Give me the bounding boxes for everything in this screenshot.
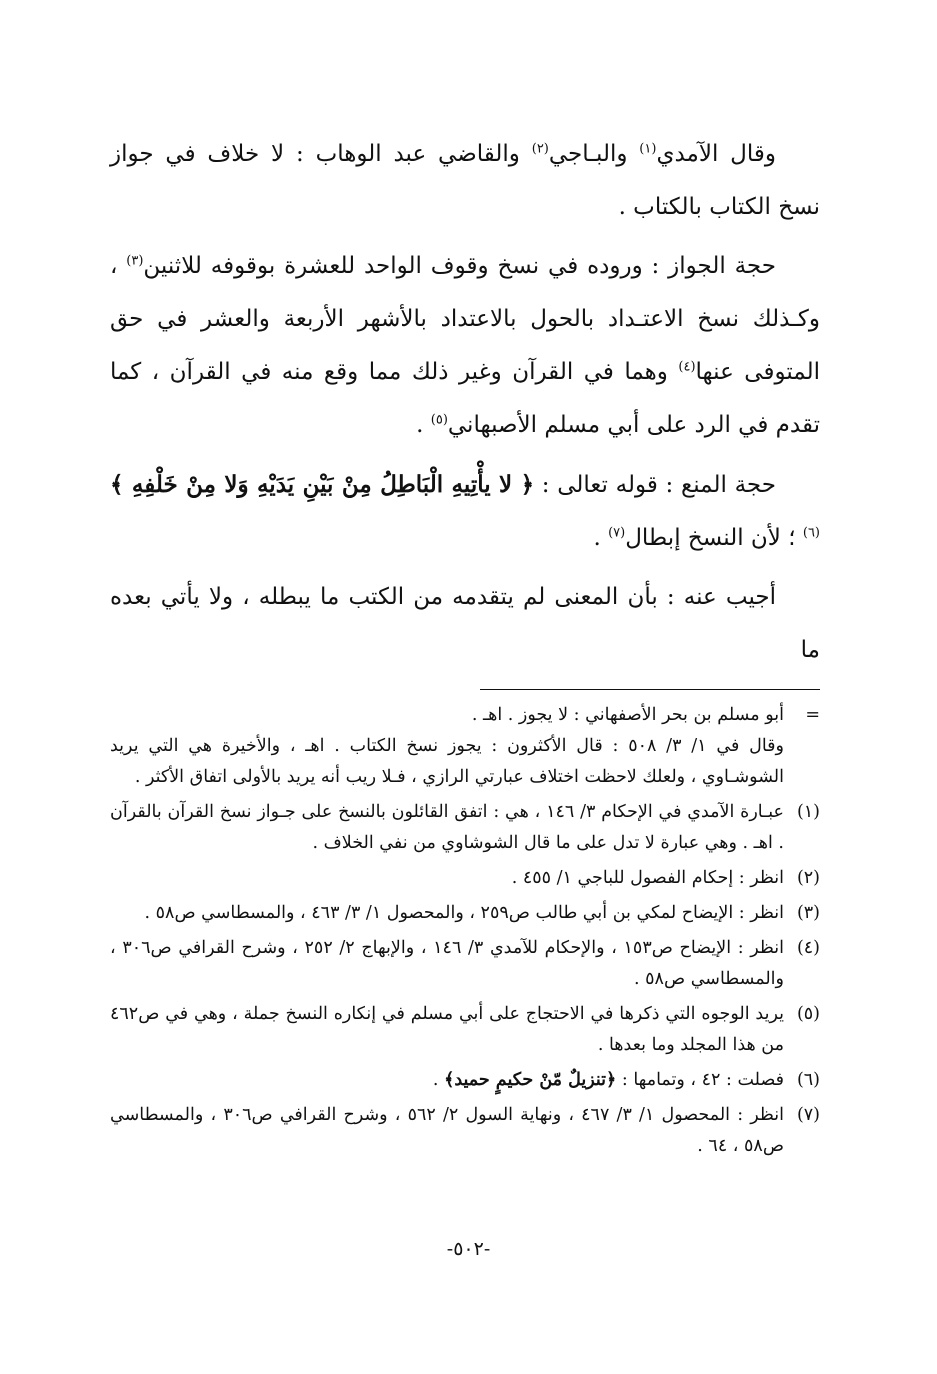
footnote-ref-1[interactable]: (١) [639,141,657,157]
footnote-text [110,1065,784,1096]
paragraph-4: أجيب عنه : بأن المعنى لم يتقدمه من الكتب ما يبطله ، ولا يأتي بعده ما [110,584,820,663]
paragraph-1-text-b: والبـاجي [548,141,640,167]
footnote-text: انظر : الإيضاح ص١٥٣ ، والإحكام للآمدي ٣/ ١٤٦ ، والإبهاج ٢/ ٢٥٢ ، وشرح القرافي ص٣٠٦ ، والمسطاسي ص٥٨ . [110,938,784,989]
footnote-ref-2[interactable]: (٢) [531,141,549,157]
footnote-3 [110,898,820,929]
footnote-ref-3[interactable]: (٣) [126,253,144,269]
continuation-line-2: وقال في ١/ ٣/ ٥٠٨ : قال الأكثرون : يجوز نسخ الكتاب . اهـ ، والأخيرة هي التي يريد الشوشـاوي ، ولعلك لاحظت اختلاف عبارتي الرازي ، فـلا ريب أنه يريد بالأولى اتفاق الأكثر . [110,736,784,787]
continuation-line-1: أبو مسلم بن بحر الأصفهاني : لا يجوز . اهـ . [471,705,784,725]
footnote-divider [480,689,820,690]
footnote-continuation [110,700,820,793]
footnote-ref-4[interactable]: (٤) [678,359,696,375]
footnote-continuation-body [110,700,784,793]
footnote-number: (٥) [796,1004,820,1024]
footnote-number: (١) [796,802,820,822]
footnote-number: (٢) [796,868,820,888]
paragraph-3-text-c: . [593,525,609,551]
footnote-number: (٤) [796,938,820,958]
paragraph-3 [110,458,820,565]
footnote-text: انظر : إحكام الفصول للباجي ١/ ٤٥٥ . [511,868,784,888]
footnote-number: (٦) [796,1070,820,1090]
footnote-number: (٣) [796,903,820,923]
quran-verse: ﴿ لا يأْتِيهِ الْبَاطِلُ مِنْ بَيْنِ يَدَيْهِ وَلا مِنْ خَلْفِهِ ﴾ [110,471,535,498]
footnote-ref-6[interactable]: (٦) [802,525,820,541]
footnote-4 [110,933,820,995]
continuation-mark: = [805,705,820,725]
footnote-6-text-before: فصلت : ٤٢ ، وتمامها : [616,1070,784,1090]
footnote-text: انظر : الإيضاح لمكي بن أبي طالب ص٢٥٩ ، والمحصول ١/ ٣/ ٤٦٣ ، والمسطاسي ص٥٨ . [144,903,784,923]
paragraph-1 [110,128,820,234]
paragraph-3-text-b: ؛ لأن النسخ إبطال [625,525,803,551]
footnote-text: انظر : المحصول ١/ ٣/ ٤٦٧ ، ونهاية السول ٢/ ٥٦٢ ، وشرح القرافي ص٣٠٦ ، والمسطاسي ص٥٨ ، ٦٤ . [110,1105,785,1156]
footnote-text: يريد الوجوه التي ذكرها في الاحتجاج على أبي مسلم في إنكاره النسخ جملة ، وهي في ص٤٦٢ من هذا المجلد وما بعدها . [110,1004,784,1055]
footnote-quran-verse: ﴿تنزيلٌ مّنْ حكيمٍ حميد﴾ [444,1070,617,1090]
footnote-2 [110,863,820,894]
paragraph-1-text-c: والقاضي عبد الوهاب : لا خلاف في جواز نسخ الكتاب بالكتاب . [110,141,820,220]
paragraph-1-text-a: وقال الآمدي [656,141,776,167]
paragraph-2-text-a: حجة الجواز : وروده في نسخ وقوف الواحد للعشرة بوقوفه للاثنين [143,253,776,279]
footnote-ref-7[interactable]: (٧) [608,525,626,541]
footnote-ref-5[interactable]: (٥) [430,412,448,428]
footnote-1 [110,797,820,859]
paragraph-3-text-a: حجة المنع : قوله تعالى : [534,472,776,498]
footnote-text: عبـارة الآمدي في الإحكام ٣/ ١٤٦ ، هي : اتفق القائلون بالنسخ على جـواز نسخ القرآن بالقرآن . اهـ . وهي عبارة لا تدل على ما قال الشوشاوي من نفي الخلاف . [110,802,784,853]
paragraph-2-text-c: وهما في القرآن وغير ذلك مما وقع منه في القرآن ، كما تقدم في الرد على أبي مسلم الأصبهاني [110,359,820,438]
footnote-6 [110,1065,820,1096]
paragraph-2 [110,240,820,452]
footnote-6-text-after: . [432,1070,445,1090]
page-number: -٥٠٢- [446,1238,491,1260]
footnote-number: (٧) [796,1105,820,1125]
paragraph-2-text-d: . [416,412,431,438]
footnote-5 [110,999,820,1061]
footnote-7 [110,1100,820,1162]
page-content [110,128,820,1166]
paragraph-2-text-b: ، وكـذلك نسخ الاعتـداد بالحول بالاعتداد بالأشهر الأربعة والعشر في حق المتوفى عنها [110,253,820,385]
